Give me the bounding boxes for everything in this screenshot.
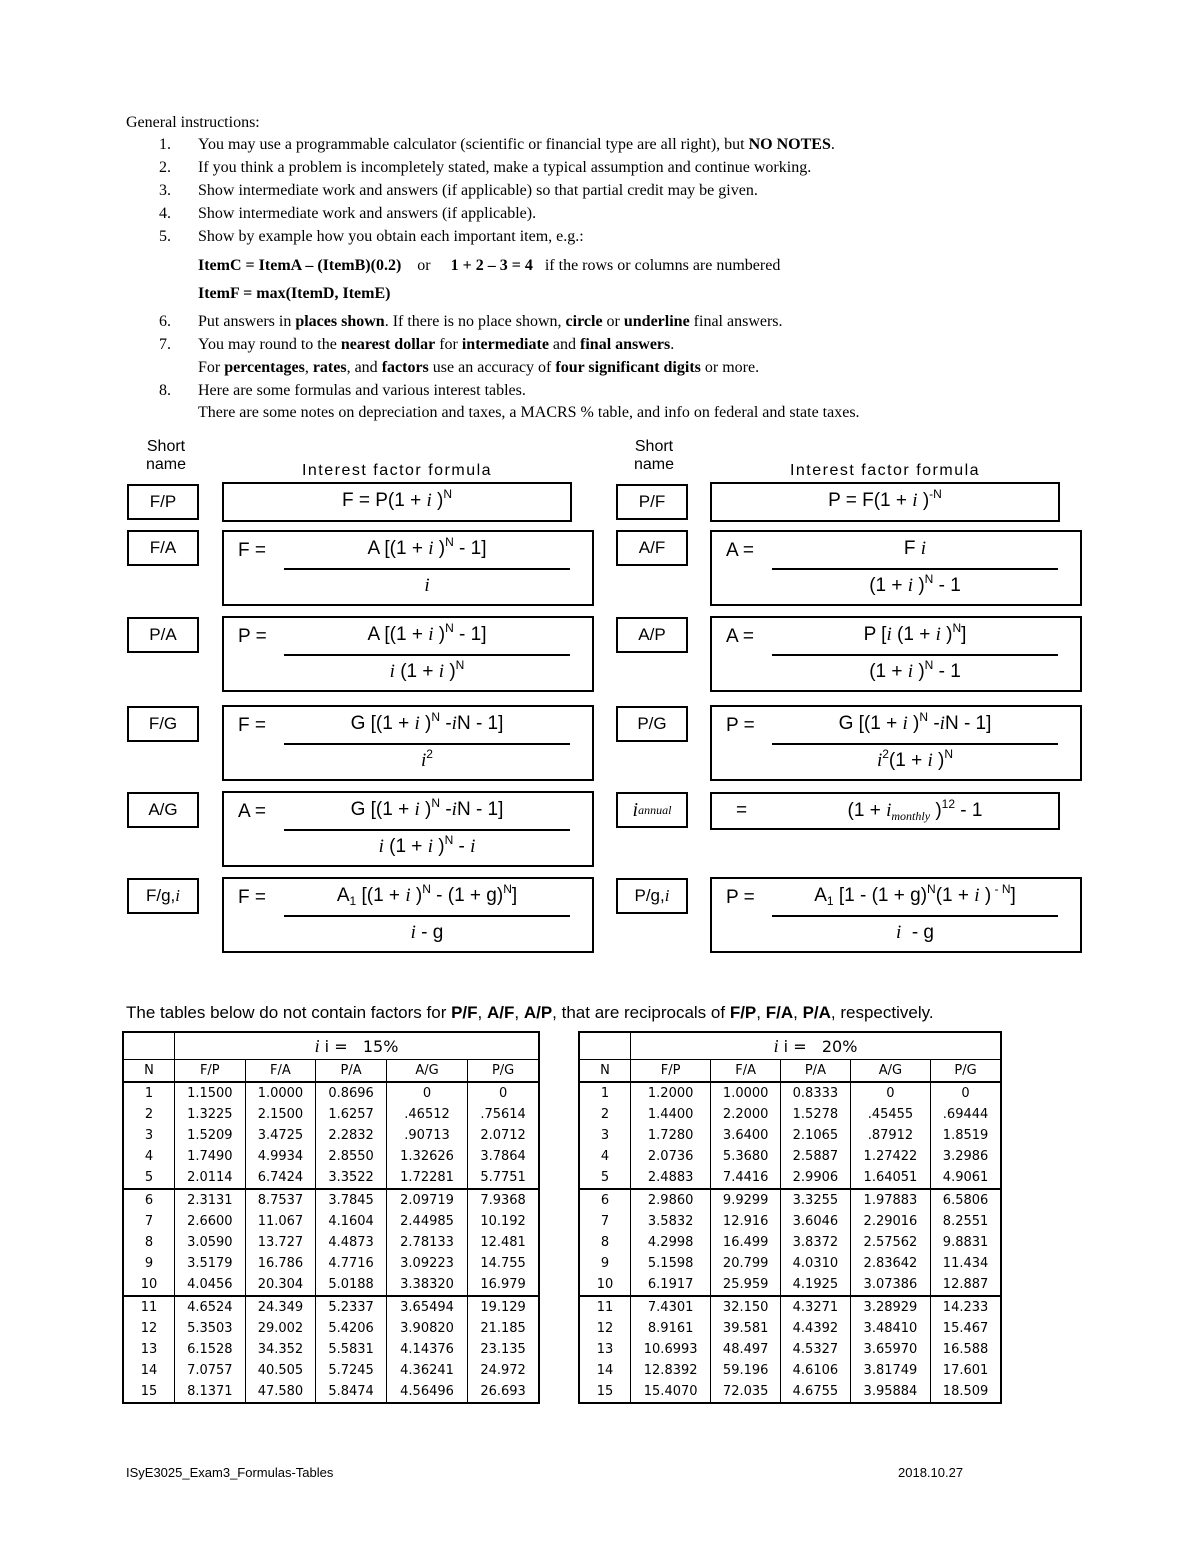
table-cell: 3.4725: [245, 1125, 316, 1146]
table-cell: 16.499: [711, 1232, 781, 1253]
table-cell: 16.979: [468, 1274, 539, 1296]
short-name-pg: P/G: [616, 706, 688, 742]
table-cell: 4.9061: [931, 1167, 1001, 1189]
instruction-item-8-line2: There are some notes on depreciation and taxes, a MACRS % table, and info on federal and state taxes.: [198, 404, 860, 421]
table-cell: 19.129: [468, 1296, 539, 1318]
table-cell: 2.2000: [711, 1104, 781, 1125]
table-cell: 59.196: [711, 1360, 781, 1381]
table-cell: 5.2337: [316, 1296, 387, 1318]
table-cell: .69444: [931, 1104, 1001, 1125]
table-cell: 34.352: [245, 1339, 316, 1360]
formula-header-left: Interest factor formula: [301, 462, 493, 479]
table-cell: 11.434: [931, 1253, 1001, 1274]
column-header: N: [123, 1060, 175, 1083]
table-cell: 12: [579, 1318, 631, 1339]
table-cell: 14: [123, 1360, 175, 1381]
formula-af: A = F i (1 + i )$^N$ - 1: [710, 530, 1082, 606]
table-cell: 12.887: [931, 1274, 1001, 1296]
table-row: [579, 1104, 1001, 1125]
table-row: [579, 1167, 1001, 1189]
table-row: [123, 1318, 539, 1339]
table-cell: 6.5806: [931, 1189, 1001, 1211]
table-cell: 7.4416: [711, 1167, 781, 1189]
table-cell: 2.8550: [316, 1146, 387, 1167]
table-cell: 3.7845: [316, 1189, 387, 1211]
table-cell: 5.8474: [316, 1381, 387, 1403]
table-cell: 40.505: [245, 1360, 316, 1381]
column-header: P/A: [781, 1060, 851, 1083]
formula-pgi: P = $A_1$ [$1 - (1 + g)^N(1 + i$ ) $^{- N}$] i - g: [710, 877, 1082, 953]
item-number: 1.: [159, 136, 171, 153]
table-cell: 15: [123, 1381, 175, 1403]
table-cell: 1.3225: [175, 1104, 246, 1125]
table-cell: 2.0712: [468, 1125, 539, 1146]
table-row: [123, 1339, 539, 1360]
table-cell: 1.7280: [631, 1125, 711, 1146]
table-cell: 5: [579, 1167, 631, 1189]
short-name-fp: F/P: [127, 484, 199, 520]
table-cell: 8.9161: [631, 1318, 711, 1339]
instruction-item-7-line2: For percentages, rates, and factors use an accuracy of four significant digits or more.: [198, 359, 760, 376]
table-cell: 10: [579, 1274, 631, 1296]
short-name-ap: A/P: [616, 617, 688, 653]
table-cell: .90713: [386, 1125, 467, 1146]
table-cell: 47.580: [245, 1381, 316, 1403]
table-cell: 0.8696: [316, 1082, 387, 1104]
table-cell: 3.48410: [850, 1318, 930, 1339]
table-cell: 10.192: [468, 1211, 539, 1232]
table-cell: 1: [579, 1082, 631, 1104]
short-name-pa: P/A: [127, 617, 199, 653]
table-row: [123, 1381, 539, 1403]
table-cell: 8: [123, 1232, 175, 1253]
table-cell: 24.349: [245, 1296, 316, 1318]
table-row: [579, 1082, 1001, 1104]
formula-ag: A = G [(1 + i )$^N$ -iN - 1] i (1 + i )$^N$ - i: [222, 791, 594, 867]
table-cell: .87912: [850, 1125, 930, 1146]
table-cell: 5.3503: [175, 1318, 246, 1339]
table-cell: 3.2986: [931, 1146, 1001, 1167]
table-cell: 7.4301: [631, 1296, 711, 1318]
table-cell: 4.0310: [781, 1253, 851, 1274]
instruction-item-1: You may use a programmable calculator (scientific or financial type are all right), but NO NOTES.: [198, 136, 835, 153]
short-name-pf: P/F: [616, 484, 688, 520]
table-cell: 6.7424: [245, 1167, 316, 1189]
short-name-ag: A/G: [127, 792, 199, 828]
table-cell: 15.4070: [631, 1381, 711, 1403]
table-cell: 4.5327: [781, 1339, 851, 1360]
table-cell: 1.6257: [316, 1104, 387, 1125]
table-cell: 2.1500: [245, 1104, 316, 1125]
table-row: [123, 1274, 539, 1296]
item-number: 2.: [159, 159, 171, 176]
table-row: [579, 1125, 1001, 1146]
formula-i-annual: = ($1 + i_{monthly}$ )$^{12}$ - 1: [710, 792, 1060, 830]
table-cell: 32.150: [711, 1296, 781, 1318]
table-cell: 2: [579, 1104, 631, 1125]
interest-table-15: [122, 1031, 540, 1404]
table-cell: 24.972: [468, 1360, 539, 1381]
table-cell: 12.8392: [631, 1360, 711, 1381]
table-cell: 8.1371: [175, 1381, 246, 1403]
table-cell: 3.6046: [781, 1211, 851, 1232]
formula-pa: P = A [(1 + i )$^N$ - 1] i (1 + i )$^N$: [222, 616, 594, 692]
column-header: P/G: [468, 1060, 539, 1083]
table-cell: 0: [931, 1082, 1001, 1104]
table-cell: 16.588: [931, 1339, 1001, 1360]
table-cell: 2.44985: [386, 1211, 467, 1232]
table-cell: 15: [579, 1381, 631, 1403]
table-row: [123, 1189, 539, 1211]
instruction-item-8: Here are some formulas and various interest tables.: [198, 382, 526, 399]
table-row: [579, 1232, 1001, 1253]
table-cell: 7.0757: [175, 1360, 246, 1381]
table-cell: 4.6755: [781, 1381, 851, 1403]
table-cell: 2.0114: [175, 1167, 246, 1189]
table-cell: 3.6400: [711, 1125, 781, 1146]
table-row: [123, 1360, 539, 1381]
table-cell: 6: [123, 1189, 175, 1211]
table-cell: 11.067: [245, 1211, 316, 1232]
table-cell: 72.035: [711, 1381, 781, 1403]
instruction-item-7: You may round to the nearest dollar for intermediate and final answers.: [198, 336, 675, 353]
column-header: P/A: [316, 1060, 387, 1083]
table-cell: 4.36241: [386, 1360, 467, 1381]
table-cell: 3.81749: [850, 1360, 930, 1381]
table-cell: 2.09719: [386, 1189, 467, 1211]
instruction-item-6: Put answers in places shown. If there is no place shown, circle or underline final answers.: [198, 313, 783, 330]
table-row: [123, 1167, 539, 1189]
table-cell: 2.5887: [781, 1146, 851, 1167]
table-row: [123, 1232, 539, 1253]
table-cell: 1.27422: [850, 1146, 930, 1167]
table-row: [123, 1146, 539, 1167]
table-cell: 7: [123, 1211, 175, 1232]
short-name-fgi: F/g, i: [127, 878, 199, 914]
table-rate-header: i i = 20%: [631, 1032, 1002, 1060]
table-row: [579, 1274, 1001, 1296]
table-cell: 29.002: [245, 1318, 316, 1339]
column-header: F/P: [175, 1060, 246, 1083]
table-cell: 1.4400: [631, 1104, 711, 1125]
table-cell: 3.5179: [175, 1253, 246, 1274]
table-cell: 16.786: [245, 1253, 316, 1274]
column-header: P/G: [931, 1060, 1001, 1083]
formula-header-right: Interest factor formula: [789, 462, 981, 479]
table-cell: 2.29016: [850, 1211, 930, 1232]
column-header: F/A: [711, 1060, 781, 1083]
table-cell: 1.64051: [850, 1167, 930, 1189]
short-name-header-left: Short name: [145, 438, 187, 473]
table-cell: 21.185: [468, 1318, 539, 1339]
instruction-item-5: Show by example how you obtain each important item, e.g.:: [198, 228, 584, 245]
table-cell: 5.0188: [316, 1274, 387, 1296]
table-row: [579, 1189, 1001, 1211]
table-cell: 7: [579, 1211, 631, 1232]
table-row: [123, 1253, 539, 1274]
table-cell: .75614: [468, 1104, 539, 1125]
table-cell: 3.8372: [781, 1232, 851, 1253]
column-header: A/G: [386, 1060, 467, 1083]
table-cell: 14: [579, 1360, 631, 1381]
table-row: [579, 1339, 1001, 1360]
short-name-pgi: P/g, i: [616, 878, 688, 914]
table-cell: 10: [123, 1274, 175, 1296]
formula-ap: A = P [i (1 + i )$^N$] (1 + i )$^N$ - 1: [710, 616, 1082, 692]
interest-table-20: [578, 1031, 1002, 1404]
table-cell: 0: [850, 1082, 930, 1104]
table-row: [579, 1253, 1001, 1274]
table-cell: 11: [579, 1296, 631, 1318]
table-cell: 12.916: [711, 1211, 781, 1232]
table-cell: 2.57562: [850, 1232, 930, 1253]
table-cell: 9: [579, 1253, 631, 1274]
table-cell: 3.09223: [386, 1253, 467, 1274]
table-cell: 4.2998: [631, 1232, 711, 1253]
table-cell: 48.497: [711, 1339, 781, 1360]
example-equations: ItemC = ItemA – (ItemB)(0.2) or 1 + 2 – 3 = 4 if the rows or columns are numbered: [198, 257, 781, 274]
table-cell: 1.5209: [175, 1125, 246, 1146]
table-cell: 3.5832: [631, 1211, 711, 1232]
table-cell: 10.6993: [631, 1339, 711, 1360]
table-cell: 0.8333: [781, 1082, 851, 1104]
table-cell: 3: [123, 1125, 175, 1146]
table-row: [123, 1211, 539, 1232]
table-cell: 1.0000: [245, 1082, 316, 1104]
table-cell: 4.7716: [316, 1253, 387, 1274]
table-cell: 2.6600: [175, 1211, 246, 1232]
table-cell: 12: [123, 1318, 175, 1339]
table-cell: 3.65970: [850, 1339, 930, 1360]
table-row: [579, 1318, 1001, 1339]
formula-fa: F = A [(1 + i )$^N$ - 1] i: [222, 530, 594, 606]
table-cell: 3.38320: [386, 1274, 467, 1296]
table-cell: 5: [123, 1167, 175, 1189]
table-row: [123, 1082, 539, 1104]
item-number: 4.: [159, 205, 171, 222]
table-cell: 5.4206: [316, 1318, 387, 1339]
formula-pg: P = G [(1 + i )$^N$ -iN - 1] $i^2(1 + i$ )$^N$: [710, 705, 1082, 781]
table-row: [579, 1146, 1001, 1167]
table-cell: 2.0736: [631, 1146, 711, 1167]
table-cell: 2.2832: [316, 1125, 387, 1146]
table-cell: .46512: [386, 1104, 467, 1125]
table-cell: 3.0590: [175, 1232, 246, 1253]
table-cell: 1: [123, 1082, 175, 1104]
table-cell: 0: [386, 1082, 467, 1104]
table-cell: 3.07386: [850, 1274, 930, 1296]
table-cell: 1.72281: [386, 1167, 467, 1189]
table-cell: 4.6106: [781, 1360, 851, 1381]
table-cell: 9: [123, 1253, 175, 1274]
formula-fgi: F = $A_1$ [(1 + i )$^N - (1 + g)^N$] i - g: [222, 877, 594, 953]
table-cell: 2.78133: [386, 1232, 467, 1253]
item-number: 6.: [159, 313, 171, 330]
instructions-header: General instructions:: [126, 114, 260, 131]
table-cell: 3.3522: [316, 1167, 387, 1189]
table-cell: 4.1604: [316, 1211, 387, 1232]
table-cell: 13: [123, 1339, 175, 1360]
table-cell: 12.481: [468, 1232, 539, 1253]
short-name-fg: F/G: [127, 706, 199, 742]
table-cell: 4.4392: [781, 1318, 851, 1339]
table-cell: 2.83642: [850, 1253, 930, 1274]
table-cell: 2.9860: [631, 1189, 711, 1211]
table-cell: 2.3131: [175, 1189, 246, 1211]
table-cell: 4.56496: [386, 1381, 467, 1403]
table-cell: 6.1917: [631, 1274, 711, 1296]
table-cell: 39.581: [711, 1318, 781, 1339]
short-name-i-annual: i annual: [616, 792, 688, 828]
table-cell: 18.509: [931, 1381, 1001, 1403]
footer-date: 2018.10.27: [898, 1465, 964, 1480]
table-cell: 7.9368: [468, 1189, 539, 1211]
table-cell: 1.97883: [850, 1189, 930, 1211]
table-cell: 4.9934: [245, 1146, 316, 1167]
column-header: F/A: [245, 1060, 316, 1083]
table-cell: 5.3680: [711, 1146, 781, 1167]
formula-pf: P = F(1 + i )$^{-N}$: [710, 482, 1060, 522]
table-cell: 17.601: [931, 1360, 1001, 1381]
table-cell: 4: [579, 1146, 631, 1167]
short-name-af: A/F: [616, 530, 688, 566]
table-cell: 2.1065: [781, 1125, 851, 1146]
item-number: 5.: [159, 228, 171, 245]
table-cell: 14.755: [468, 1253, 539, 1274]
example-equation-max: ItemF = max(ItemD, ItemE): [198, 285, 391, 302]
table-cell: 8: [579, 1232, 631, 1253]
column-header: N: [579, 1060, 631, 1083]
table-cell: 3.3255: [781, 1189, 851, 1211]
table-cell: 4.3271: [781, 1296, 851, 1318]
table-cell: 2: [123, 1104, 175, 1125]
item-number: 7.: [159, 336, 171, 353]
tables-note: The tables below do not contain factors for P/F, A/F, A/P, that are reciprocals of F/P, F/A, P/A, respectively.: [126, 1003, 934, 1022]
table-row: [579, 1211, 1001, 1232]
formula-fg: F = G [(1 + i )$^N$ -iN - 1] $i^2$: [222, 705, 594, 781]
table-cell: 3.95884: [850, 1381, 930, 1403]
table-row: [579, 1296, 1001, 1318]
table-cell: 4.14376: [386, 1339, 467, 1360]
table-cell: 14.233: [931, 1296, 1001, 1318]
table-cell: 15.467: [931, 1318, 1001, 1339]
table-cell: 13.727: [245, 1232, 316, 1253]
table-cell: 3.7864: [468, 1146, 539, 1167]
table-row: [123, 1125, 539, 1146]
table-cell: 2.4883: [631, 1167, 711, 1189]
table-cell: 4.1925: [781, 1274, 851, 1296]
table-cell: 5.1598: [631, 1253, 711, 1274]
table-cell: 13: [579, 1339, 631, 1360]
footer-filename: ISyE3025_Exam3_Formulas-Tables: [126, 1465, 334, 1480]
table-cell: 4: [123, 1146, 175, 1167]
table-cell: 3.65494: [386, 1296, 467, 1318]
table-cell: 3.90820: [386, 1318, 467, 1339]
table-cell: 8.2551: [931, 1211, 1001, 1232]
table-row: [579, 1360, 1001, 1381]
table-cell: 3: [579, 1125, 631, 1146]
table-cell: 20.799: [711, 1253, 781, 1274]
table-cell: 9.8831: [931, 1232, 1001, 1253]
table-cell: 5.7751: [468, 1167, 539, 1189]
table-cell: 6: [579, 1189, 631, 1211]
table-cell: 4.4873: [316, 1232, 387, 1253]
column-header: A/G: [850, 1060, 930, 1083]
table-cell: 1.5278: [781, 1104, 851, 1125]
table-row: [123, 1104, 539, 1125]
table-cell: 11: [123, 1296, 175, 1318]
short-name-header-right: Short name: [633, 438, 675, 473]
table-rate-header: i i = 15%: [175, 1032, 540, 1060]
table-cell: 0: [468, 1082, 539, 1104]
column-header: F/P: [631, 1060, 711, 1083]
formula-fp: F = P(1 + i )$^N$: [222, 482, 572, 522]
item-number: 8.: [159, 382, 171, 399]
table-cell: 23.135: [468, 1339, 539, 1360]
table-cell: 5.7245: [316, 1360, 387, 1381]
instruction-item-2: If you think a problem is incompletely stated, make a typical assumption and continue working.: [198, 159, 812, 176]
table-cell: 5.5831: [316, 1339, 387, 1360]
table-row: [579, 1381, 1001, 1403]
instruction-item-4: Show intermediate work and answers (if applicable).: [198, 205, 537, 222]
short-name-fa: F/A: [127, 530, 199, 566]
table-cell: 1.0000: [711, 1082, 781, 1104]
item-number: 3.: [159, 182, 171, 199]
table-cell: 4.0456: [175, 1274, 246, 1296]
table-cell: 6.1528: [175, 1339, 246, 1360]
table-cell: 9.9299: [711, 1189, 781, 1211]
table-cell: 20.304: [245, 1274, 316, 1296]
table-cell: 1.8519: [931, 1125, 1001, 1146]
instruction-item-3: Show intermediate work and answers (if applicable) so that partial credit may be given.: [198, 182, 758, 199]
table-cell: 26.693: [468, 1381, 539, 1403]
table-cell: 2.9906: [781, 1167, 851, 1189]
table-cell: 4.6524: [175, 1296, 246, 1318]
table-cell: 1.32626: [386, 1146, 467, 1167]
table-cell: .45455: [850, 1104, 930, 1125]
table-cell: 8.7537: [245, 1189, 316, 1211]
table-cell: 1.2000: [631, 1082, 711, 1104]
table-cell: 1.7490: [175, 1146, 246, 1167]
table-cell: 25.959: [711, 1274, 781, 1296]
table-cell: 1.1500: [175, 1082, 246, 1104]
table-row: [123, 1296, 539, 1318]
table-cell: 3.28929: [850, 1296, 930, 1318]
